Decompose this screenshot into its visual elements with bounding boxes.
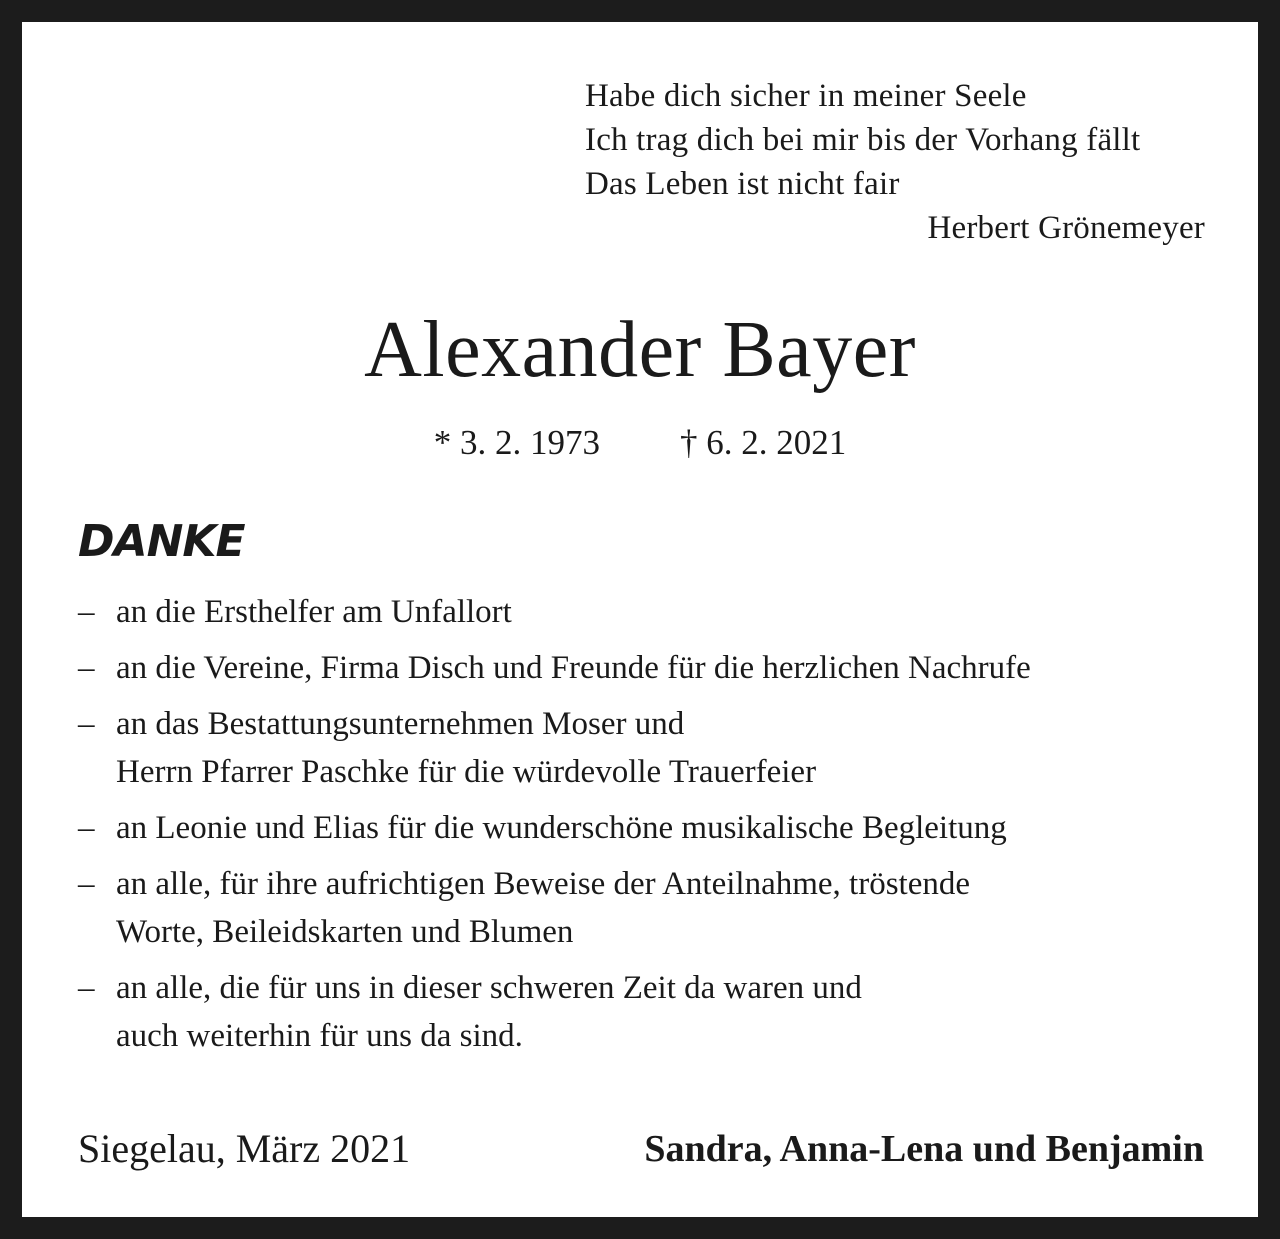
thanks-list bbox=[78, 588, 1218, 1068]
thanks-item bbox=[78, 700, 1218, 796]
thanks-item-text: an die Ersthelfer am Unfallort bbox=[116, 594, 512, 630]
thanks-item bbox=[78, 804, 1218, 852]
thanks-item-text: an das Bestattungsunternehmen Moser und bbox=[116, 706, 685, 742]
thanks-item-text: an die Vereine, Firma Disch und Freunde für die herzlichen Nachrufe bbox=[116, 650, 1031, 686]
quote-author: Herbert Grönemeyer bbox=[927, 210, 1205, 246]
quote-block bbox=[585, 74, 1205, 246]
place-date: Siegelau, März 2021 bbox=[78, 1126, 411, 1171]
quote-line: Habe dich sicher in meiner Seele bbox=[585, 78, 1027, 114]
death-date: † 6. 2. 2021 bbox=[680, 423, 847, 462]
thanks-title: DANKE bbox=[78, 516, 245, 567]
birth-date: * 3. 2. 1973 bbox=[433, 423, 600, 462]
thanks-item-text: Worte, Beileidskarten und Blumen bbox=[116, 914, 574, 950]
dash-bullet: – bbox=[78, 970, 95, 1006]
thanks-item bbox=[78, 860, 1218, 956]
thanks-item bbox=[78, 964, 1218, 1060]
signatures: Sandra, Anna-Lena und Benjamin bbox=[644, 1128, 1204, 1170]
life-dates bbox=[0, 420, 1280, 466]
dash-bullet: – bbox=[78, 594, 95, 630]
quote-line: Ich trag dich bei mir bis der Vorhang fällt bbox=[585, 122, 1141, 158]
quote-line: Das Leben ist nicht fair bbox=[585, 166, 900, 202]
thanks-item-text: auch weiterhin für uns da sind. bbox=[116, 1018, 523, 1054]
thanks-item-text: an alle, die für uns in dieser schweren Zeit da waren und bbox=[116, 970, 862, 1006]
dash-bullet: – bbox=[78, 810, 95, 846]
dash-bullet: – bbox=[78, 650, 95, 686]
deceased-name: Alexander Bayer bbox=[364, 306, 916, 394]
thanks-item bbox=[78, 644, 1218, 692]
thanks-item-text: an Leonie und Elias für die wunderschöne musikalische Begleitung bbox=[116, 810, 1007, 846]
dash-bullet: – bbox=[78, 706, 95, 742]
dash-bullet: – bbox=[78, 866, 95, 902]
thanks-item-text: Herrn Pfarrer Paschke für die würdevolle Trauerfeier bbox=[116, 754, 817, 790]
thanks-item bbox=[78, 588, 1218, 636]
thanks-item-text: an alle, für ihre aufrichtigen Beweise der Anteilnahme, tröstende bbox=[116, 866, 971, 902]
